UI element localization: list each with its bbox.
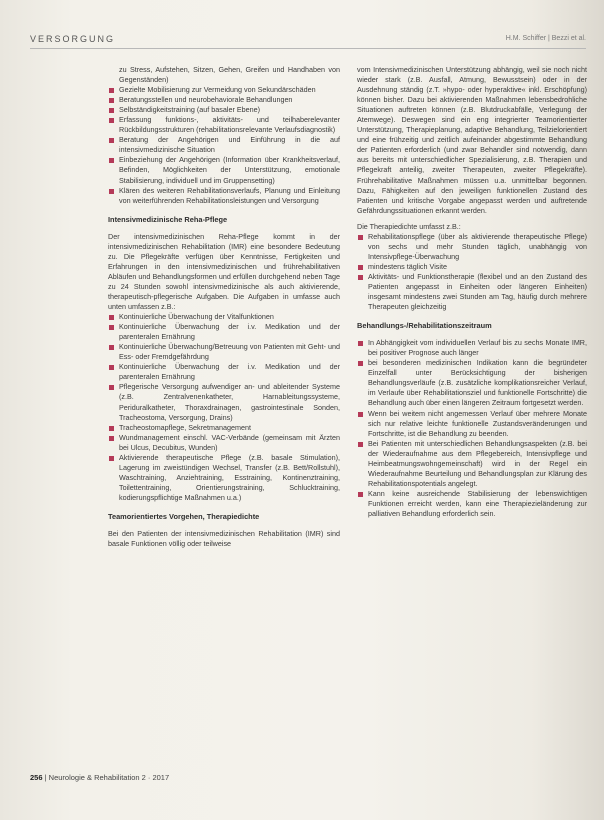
list-item: Aktivierende therapeutische Pflege (z.B. basale Stimulation), Lagerung im zweistündigen Wechsel, Transfer (z.B. Bett/Rollstuhl), Waschtraining, Anziehtraining, Esstraining, Kontinenztraining, Toilettentraining, Orientierungstraining, Schlucktraining, kodierungspflichtige Maßnahmen u.a.) — [108, 453, 340, 503]
list-item: Kontinuierliche Überwachung der i.v. Medikation und der parenteralen Ernährung — [108, 322, 340, 342]
list-item: Pflegerische Versorgung aufwendiger an- und ableitender Systeme (z.B. Zentralvenenkatheter, Harnableitungssysteme, Periduralkatheter, Thoraxdrainagen, gastrointestinale Sonden, Tracheostoma, Versorgung, Drains) — [108, 382, 340, 422]
list-item: bei besonderen medizinischen Indikation kann die begründeter Einzelfall unter Berücksichtigung der bisherigen Behandlungsverläufe (z.B. zusätzliche komplikationsreicher Verlauf, im Verlaufe über Rehabilitationsziel und funktionelle Fortschritte) die Behandlung auch über einen längeren Zeitraum fortgesetzt werden. — [357, 358, 587, 408]
page-number: 256 — [30, 773, 43, 782]
author-line: H.M. Schiffer | Bezzi et al. — [505, 35, 586, 42]
list-item: Selbständigkeitstraining (auf basaler Ebene) — [108, 105, 340, 115]
list-item: zu Stress, Aufstehen, Sitzen, Gehen, Greifen und Handhaben von Gegenständen) — [119, 65, 340, 85]
bullet-list — [357, 232, 587, 312]
paragraph: vom Intensivmedizinischen Unterstützung abhängig, weil sie noch nicht wieder stark (z.B. Ausfall, Atmung, Bewusstsein) oder in der Ausdehnung ständig (z.T. »hypo- oder hyperaktive« inkl. Erschöpfung) können bisher. Dazu bei aktivierenden Maßnahmen lebensbedrohliche Situationen auftreten können (z.B. Blutdruckabfälle, Verlegung der Atemwege). Deswegen sind ein eng integrierter Teamorientierter Unterstützung, Therapieplanung, adaptive Behandlung, Teilzielorientiert und eine frühzeitig und zeitlich aufeinander abgestimmte Behandlung der Patienten erforderlich (und zwar Behandler sind notwendig, dann aus bereits mit unterschiedlicher Spezialisierung, z.B. Therapien und Pflegekraft anteilig, zweiter Therapeuten, zweiter Pflegekräfte). Frührehabilitative Maßnahmen müssen u.a. unmittelbar begonnen. Dazu, Fähigkeiten auf den jeweiligen funktionellen Zustand des Patienten und kritische Vorgabe angepasst werden und auftretende Gefährdungssituationen erkannt werden. — [357, 65, 587, 215]
list-item: Beratungsstellen und neurobehaviorale Behandlungen — [108, 95, 340, 105]
list-intro: Die Therapiedichte umfasst z.B.: — [357, 221, 461, 231]
list-item: Kann keine ausreichende Stabilisierung der lebenswichtigen Funktionen erreicht werden, kann eine Therapiezieländerung zur palliativen Behandlung erforderlich sein. — [357, 489, 587, 519]
journal-name: Neurologie & Rehabilitation 2 · 2017 — [48, 773, 170, 782]
bullet-list — [357, 338, 587, 519]
section-heading: Behandlungs-/Rehabilitationszeitraum — [357, 321, 492, 331]
list-item: Kontinuierliche Überwachung/Betreuung von Patienten mit Geht- und Ess- oder Fremdgefährdung — [108, 342, 340, 362]
list-item: Wenn bei weitem nicht angemessen Verlauf über mehrere Monate sich nur relative leichte funktionelle Zustandsveränderungen und Fortschritte, ist die Behandlung zu beenden. — [357, 409, 587, 439]
list-item: Gezielte Mobilisierung zur Vermeidung von Sekundärschäden — [108, 85, 340, 95]
page-header — [30, 34, 586, 49]
list-item: Klären des weiteren Rehabilitationsverlaufs, Planung und Einleitung von weiterführenden Rehabilitationsleistungen und Versorgung — [108, 186, 340, 206]
list-item: Rehabilitationspflege (über als aktivierende therapeutische Pflege) von sechs und mehr Stunden täglich, unabhängig von Intensivpflege-Überwachung — [357, 232, 587, 262]
list-item: Kontinuierliche Überwachung der i.v. Medikation und der parenteralen Ernährung — [108, 362, 340, 382]
list-item: Erfassung funktions-, aktivitäts- und teilhaberelevanter Rückbildungsstrukturen (rehabilitationsrelevante Verlaufsdiagnostik) — [108, 115, 340, 135]
page-footer — [30, 773, 169, 782]
list-item: Kontinuierliche Überwachung der Vitalfunktionen — [108, 312, 340, 322]
list-item: In Abhängigkeit vom individuellen Verlauf bis zu sechs Monate IMR, bei positiver Prognose auch länger — [357, 338, 587, 358]
bullet-list — [108, 312, 340, 503]
list-item: mindestens täglich Visite — [357, 262, 587, 272]
list-item: Einbeziehung der Angehörigen (Information über Krankheitsverlauf, Befinden, Möglichkeiten der Unterstützung, emotionale Stabilisierung, individuell und im Gruppensetting) — [108, 155, 340, 185]
list-item: Wundmanagement einschl. VAC-Verbände (gemeinsam mit Ärzten bei Ulcus, Decubitus, Wunden) — [108, 433, 340, 453]
left-column — [108, 65, 340, 549]
bullet-list — [108, 65, 340, 206]
list-item: Bei Patienten mit unterschiedlichen Behandlungsaspekten (z.B. bei der Wiederaufnahme aus dem Pflegebereich, Intensivpflege und Heimbeatmungswohngemeinschaft) wird in der Regel ein Wiederaufnahme Beurteilung und Behandlungsplan zur Klärung des Rehabilitationspotentials angelegt. — [357, 439, 587, 489]
right-column — [357, 65, 587, 519]
section-heading: Teamorientiertes Vorgehen, Therapiedichte — [108, 511, 260, 521]
paragraph: Der intensivmedizinischen Reha-Pflege kommt in der intensivmedizinischen Rehabilitation (IMR) eine besondere Bedeutung zu. Die Pflegekräfte verfügen über Kenntnisse, Fertigkeiten und Erfahrungen in den intensivmedizinischen und frührehabilitativen Abläufen und Behandlungsformen und erfüllen durchgehend neben Tage zu 24 Stunden sowohl intensivmedizinische als auch aktivierende, therapeutisch-pflegerische Aufgaben. Die Aufgaben in umfasse auch unten umfassen z.B.: — [108, 231, 340, 312]
list-item: Beratung der Angehörigen und Einführung in die auf intensivmedizinische Situation — [108, 135, 340, 155]
footer-separator: | — [44, 773, 49, 782]
paragraph: Bei den Patienten der intensivmedizinischen Rehabilitation (IMR) sind basale Funktionen völlig oder teilweise — [108, 529, 340, 549]
section-label: VERSORGUNG — [30, 34, 116, 44]
section-heading: Intensivmedizinische Reha-Pflege — [108, 214, 228, 224]
list-item: Tracheostomapflege, Sekretmanagement — [108, 423, 340, 433]
list-item: Aktivitäts- und Funktionstherapie (flexibel und an den Zustand des Patienten angepasst in Einheiten oder längeren Einheiten) insgesamt mindestens zwei Stunden am Tag, häufig durch mehrere Therapeuten gleichzeitig — [357, 272, 587, 312]
